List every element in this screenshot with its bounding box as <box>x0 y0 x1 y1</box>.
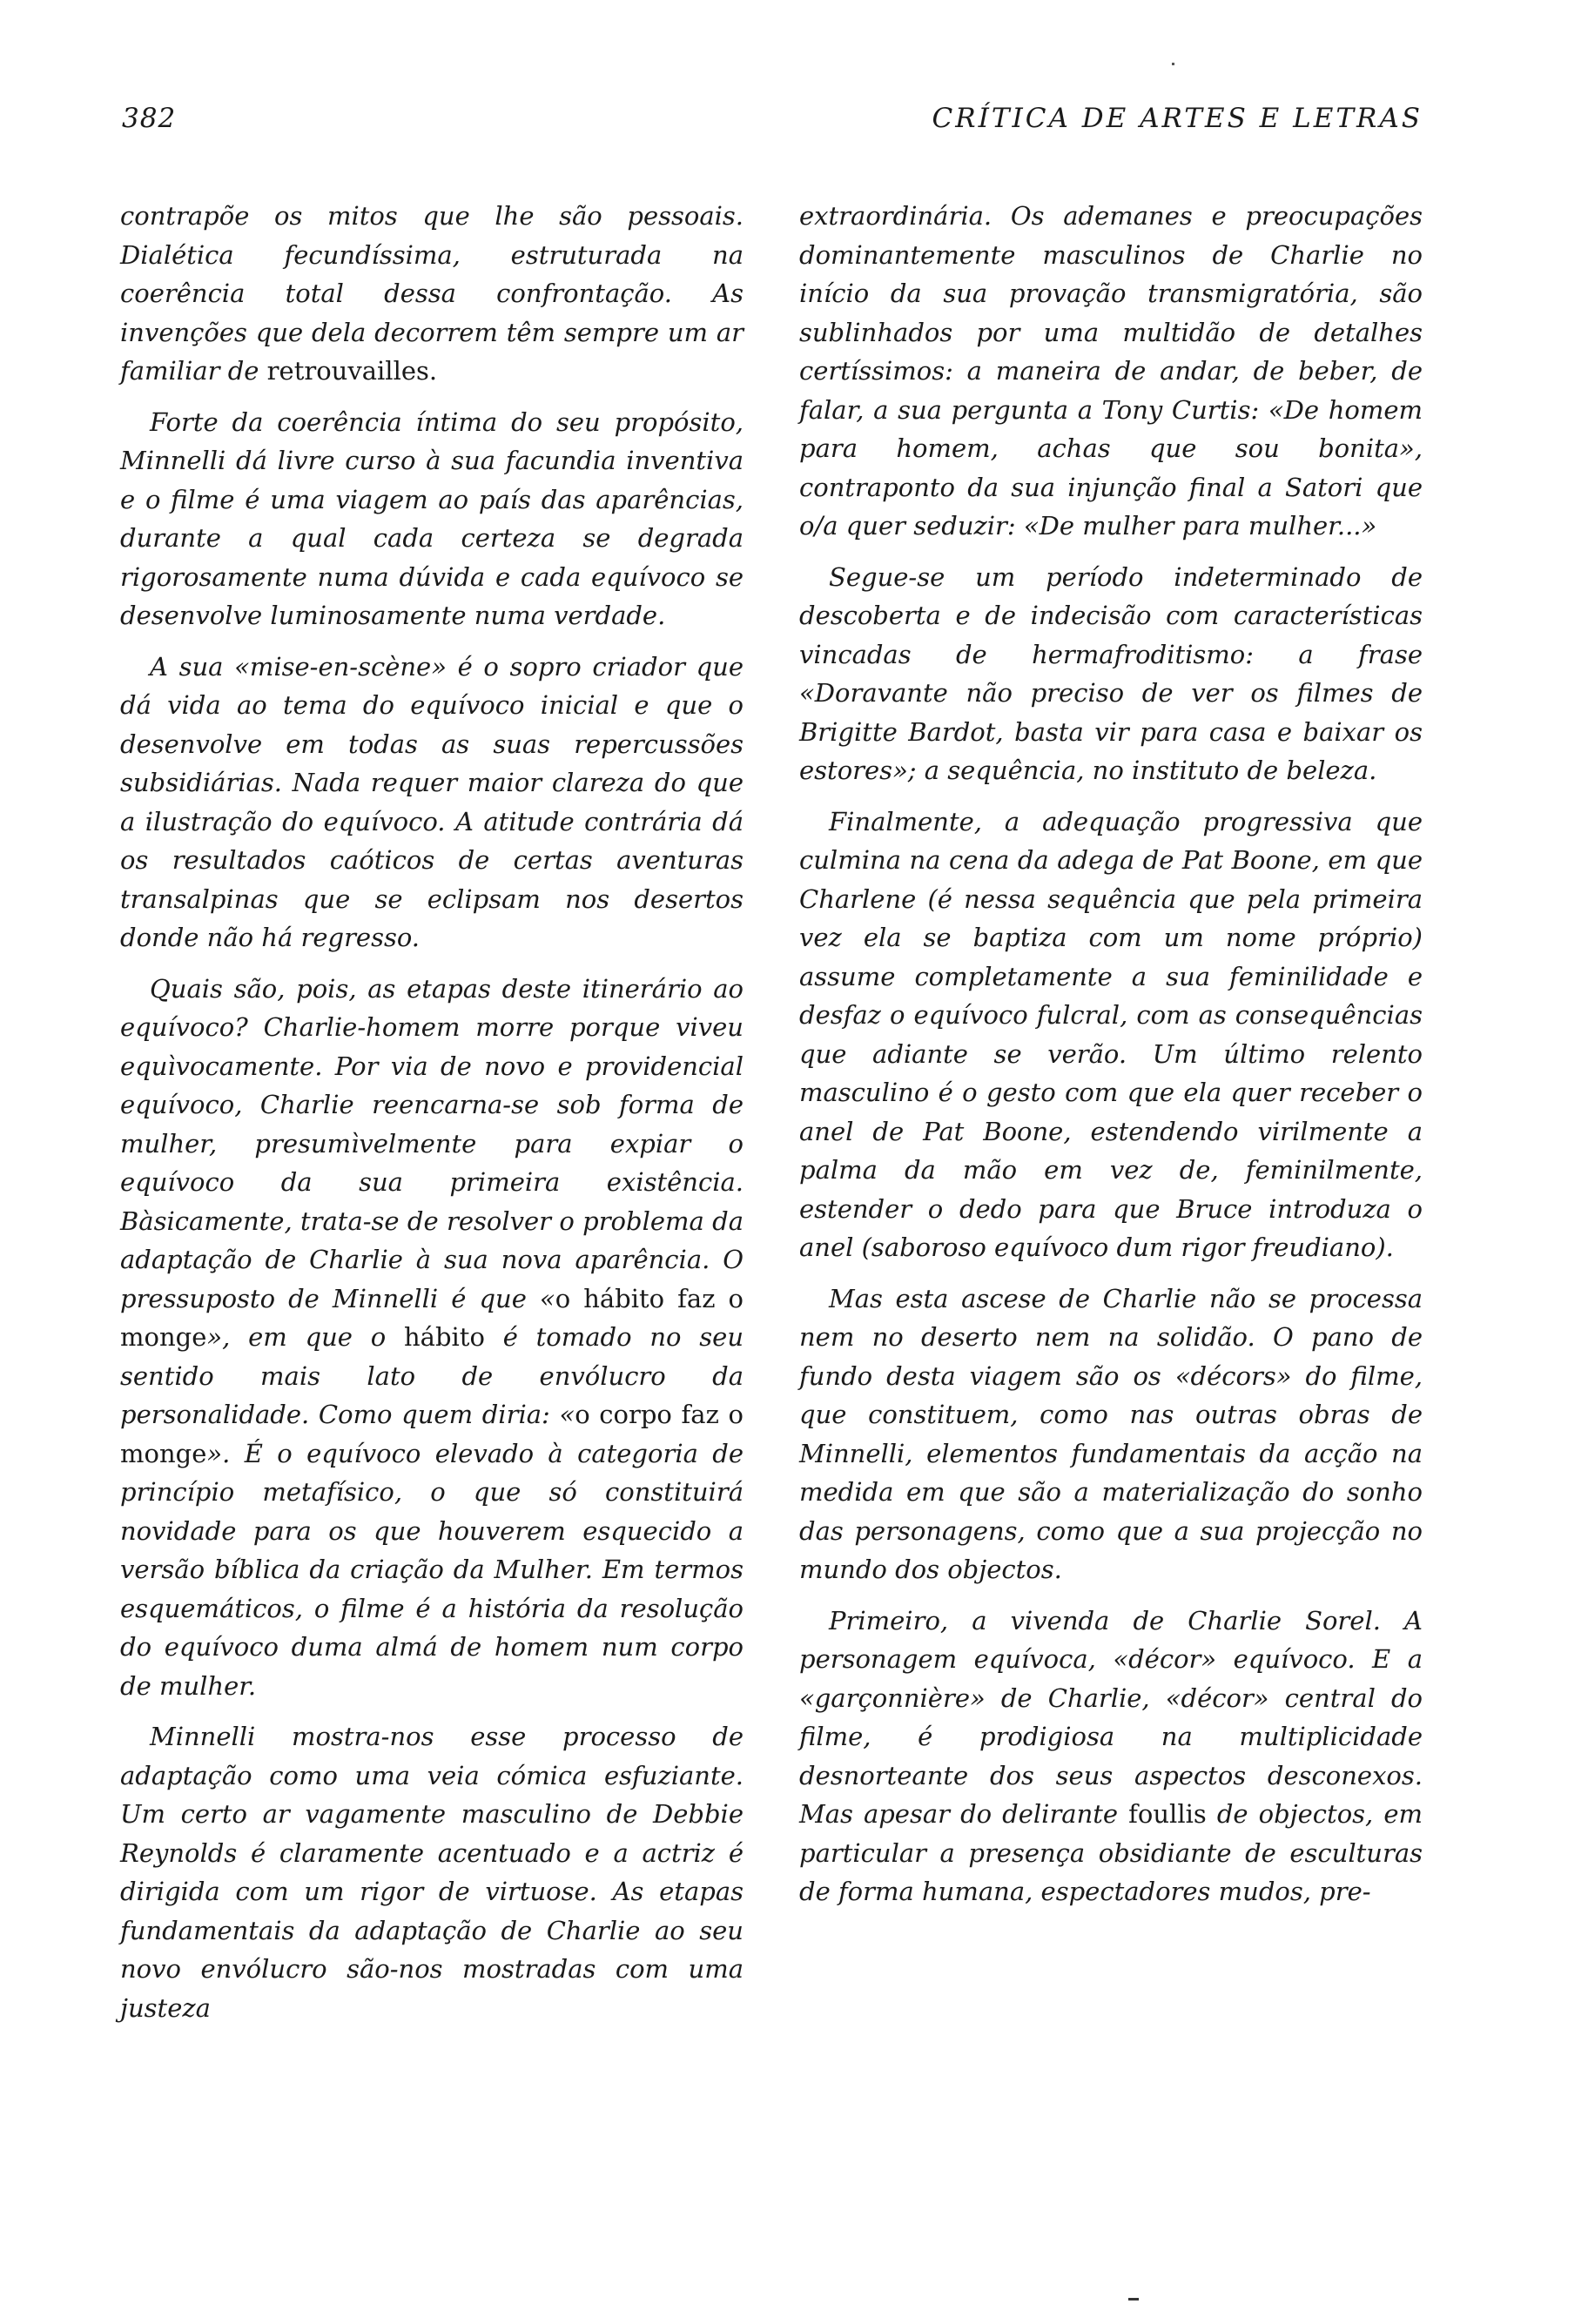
roman-text-run: foullis <box>1128 1799 1207 1829</box>
italic-text-run: Mas esta ascese de Charlie não se processa nem no deserto nem na solidão. O pano de fundo desta viagem são os «décors» do filme, que constituem, como nas outras obras de Minnelli, elementos fundamentais da acção na medida em que são a materialização do sonho das personagens, como que a sua projecção no mundo dos objectos. <box>799 1283 1423 1584</box>
paragraph <box>120 970 744 1706</box>
paragraph <box>120 648 744 957</box>
italic-text-run: », em que o <box>206 1322 404 1352</box>
roman-text-run: o hábito faz o monge <box>120 1283 744 1352</box>
right-column <box>799 197 1423 1924</box>
italic-text-run: contrapõe os mitos que lhe são pessoais. Dialética fecundíssima, estruturada na coerência total dessa confrontação. As invenções que dela decorrem têm sempre um ar familiar de <box>120 201 744 386</box>
paragraph <box>799 1280 1423 1589</box>
paragraph <box>120 1717 744 2027</box>
paragraph <box>799 558 1423 790</box>
italic-text-run: é tomado no seu sentido mais lato de envólucro da personalidade. Como quem diria: « <box>120 1322 744 1429</box>
roman-text-run: retrouvailles. <box>266 356 438 386</box>
italic-text-run: ». É o equívoco elevado à categoria de princípio metafísico, o que só constituirá novidade para os que houverem esquecido a versão bíblica da criação da Mulher. Em termos esquemáticos, o filme é a história da resolução do equívoco duma almá de homem num corpo de mulher. <box>120 1438 744 1701</box>
paragraph <box>799 197 1423 546</box>
running-title: CRÍTICA DE ARTES E LETRAS <box>932 103 1423 134</box>
italic-text-run: Finalmente, a adequação progressiva que culmina na cena da adega de Pat Boone, em que Charlene (é nessa sequência que pela primeira vez ela se baptiza com um nome próprio) assume completamente a sua feminilidade e desfaz o equívoco fulcral, com as consequências que adiante se verão. Um último relento masculino é o gesto com que ela quer receber o anel de Pat Boone, estendendo virilmente a palma da mão em vez de, feminilmente, estender o dedo para que Bruce introduza o anel (saboroso equívoco dum rigor freudiano). <box>799 806 1423 1262</box>
italic-text-run: extraordinária. Os ademanes e preocupações dominantemente masculinos de Charlie no início da sua provação transmigratória, são sublinhados por uma multidão de detalhes certíssimos: a maneira de andar, de beber, de falar, a sua pergunta a Tony Curtis: «De homem para homem, achas que sou bonita», contraponto da sua injunção final a Satori que o/a quer seduzir: «De mulher para mulher...» <box>799 201 1423 541</box>
page-number: 382 <box>122 103 177 134</box>
italic-text-run: Quais são, pois, as etapas deste itinerário ao equívoco? Charlie-homem morre porque viveu equìvocamente. Por via de novo e providencial equívoco, Charlie reencarna-se sob forma de mulher, presumìvelmente para expiar o equívoco da sua primeira existência. Bàsicamente, trata-se de resolver o problema da adaptação de Charlie à sua nova aparência. O pressuposto de Minnelli é que « <box>120 973 744 1313</box>
paragraph <box>799 803 1423 1267</box>
paragraph <box>120 403 744 635</box>
paragraph <box>120 197 744 391</box>
scan-speck <box>1128 2298 1139 2300</box>
italic-text-run: Primeiro, a vivenda de Charlie Sorel. A personagem equívoca, «décor» equívoco. E a «garçonnière» de Charlie, «décor» central do filme, é prodigiosa na multiplicidade desnorteante dos seus aspectos desconexos. Mas apesar do delirante <box>799 1605 1423 1829</box>
italic-text-run: A sua «mise-en-scène» é o sopro criador que dá vida ao tema do equívoco inicial e que o desenvolve em todas as suas repercussões subsidiárias. Nada requer maior clareza do que a ilustração do equívoco. A atitude contrária dá os resultados caóticos de certas aventuras transalpinas que se eclipsam nos desertos donde não há regresso. <box>120 651 744 952</box>
roman-text-run: hábito <box>404 1322 485 1352</box>
scan-speck <box>1172 63 1174 65</box>
roman-text-run: o corpo faz o monge <box>120 1400 744 1468</box>
italic-text-run: Forte da coerência íntima do seu propósito, Minnelli dá livre curso à sua facundia inventiva e o filme é uma viagem ao país das aparências, durante a qual cada certeza se degrada rigorosamente numa dúvida e cada equívoco se desenvolve luminosamente numa verdade. <box>120 406 744 630</box>
italic-text-run: Minnelli mostra-nos esse processo de adaptação como uma veia cómica esfuziante. Um certo ar vagamente masculino de Debbie Reynolds é claramente acentuado e a actriz é dirigida com um rigor de virtuose. As etapas fundamentais da adaptação de Charlie ao seu novo envólucro são-nos mostradas com uma justeza <box>120 1722 744 2023</box>
paragraph <box>799 1602 1423 1911</box>
italic-text-run: de objectos, em particular a presença obsidiante de esculturas de forma humana, espectadores mudos, pre- <box>799 1799 1423 1906</box>
left-column <box>120 197 744 2039</box>
italic-text-run: Segue-se um período indeterminado de descoberta e de indecisão com características vincadas de hermafroditismo: a frase «Doravante não preciso de ver os filmes de Brigitte Bardot, basta vir para casa e baixar os estores»; a sequência, no instituto de beleza. <box>799 561 1423 785</box>
